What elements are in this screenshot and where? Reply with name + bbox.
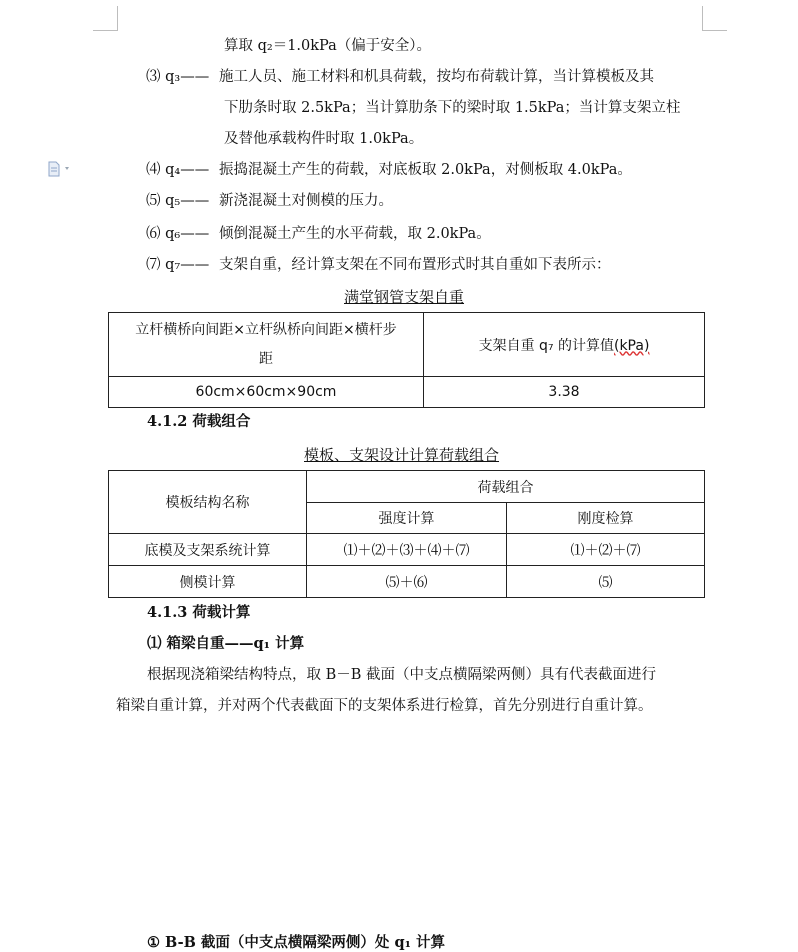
table1-cell-spacing: 60cm×60cm×90cm [109,377,424,408]
table2-caption: 模板、支架设计计算荷载组合 [304,446,500,464]
item-5-text: 新浇混凝土对侧模的压力。 [219,193,393,209]
item-5-marker: ⑸ q₅—— [146,193,210,209]
table1-cell-weight: 3.38 [424,377,705,408]
subsection-1-heading: ⑴ 箱梁自重——q₁ 计算 [147,635,305,652]
item-3-line3: 及替他承载构件时取 1.0kPa。 [224,131,424,147]
item-7-text: 支架自重，经计算支架在不同布置形式时其自重如下表所示： [219,257,611,273]
table2-header-stiffness: 刚度检算 [507,503,705,534]
item-3-line1: 施工人员、施工材料和机具荷载，按均布荷载计算，当计算模板及其 [219,69,654,85]
paragraph-line-1: 根据现浇箱梁结构特点，取 B－B 截面（中支点横隔梁两侧）具有代表截面进行 [147,667,657,683]
table1-header-weight: 支架自重 q₇ 的计算值(kPa) [424,313,705,377]
item-6-text: 倾倒混凝土产生的水平荷载，取 2.0kPa。 [219,226,491,242]
item-4-marker: ⑷ q₄—— [146,162,210,178]
crop-mark-top-right [702,6,727,31]
table2-header-name: 模板结构名称 [109,471,307,534]
table1-caption: 满堂钢管支架自重 [344,288,465,306]
item-6-marker: ⑹ q₆—— [146,226,210,242]
item-4-text: 振捣混凝土产生的荷载，对底板取 2.0kPa，对侧板取 4.0kPa。 [219,162,632,178]
section-4-1-3-heading: 4.1.3 荷载计算 [147,604,251,621]
table2-row2-stiffness: ⑸ [507,566,705,598]
section-4-1-2-heading: 4.1.2 荷载组合 [147,413,251,430]
load-combination-table [108,470,705,598]
bottom-partial-heading: ① B-B 截面（中支点横隔梁两侧）处 q₁ 计算 [147,934,445,951]
table2-row1-strength: ⑴＋⑵＋⑶＋⑷＋⑺ [307,534,507,566]
paragraph-q2-tail: 算取 q₂＝1.0kPa（偏于安全）。 [224,38,432,54]
item-3-line2: 下肋条时取 2.5kPa；当计算肋条下的梁时取 1.5kPa；当计算支架立柱 [224,100,681,116]
support-weight-table [108,312,705,408]
table1-header-spacing: 立杆横桥向间距×立杆纵桥向间距×横杆步 距 [109,313,424,377]
table2-row1-name: 底模及支架系统计算 [109,534,307,566]
crop-mark-top-left [93,6,118,31]
document-icon[interactable] [47,161,73,177]
paragraph-line-2: 箱梁自重计算，并对两个代表截面下的支架体系进行检算，首先分别进行自重计算。 [116,698,653,714]
table2-header-combo: 荷载组合 [307,471,705,503]
table2-row1-stiffness: ⑴＋⑵＋⑺ [507,534,705,566]
table2-header-strength: 强度计算 [307,503,507,534]
table2-row2-name: 侧模计算 [109,566,307,598]
table2-row2-strength: ⑸＋⑹ [307,566,507,598]
item-7-marker: ⑺ q₇—— [146,257,210,273]
item-3-marker: ⑶ q₃—— [146,69,210,85]
